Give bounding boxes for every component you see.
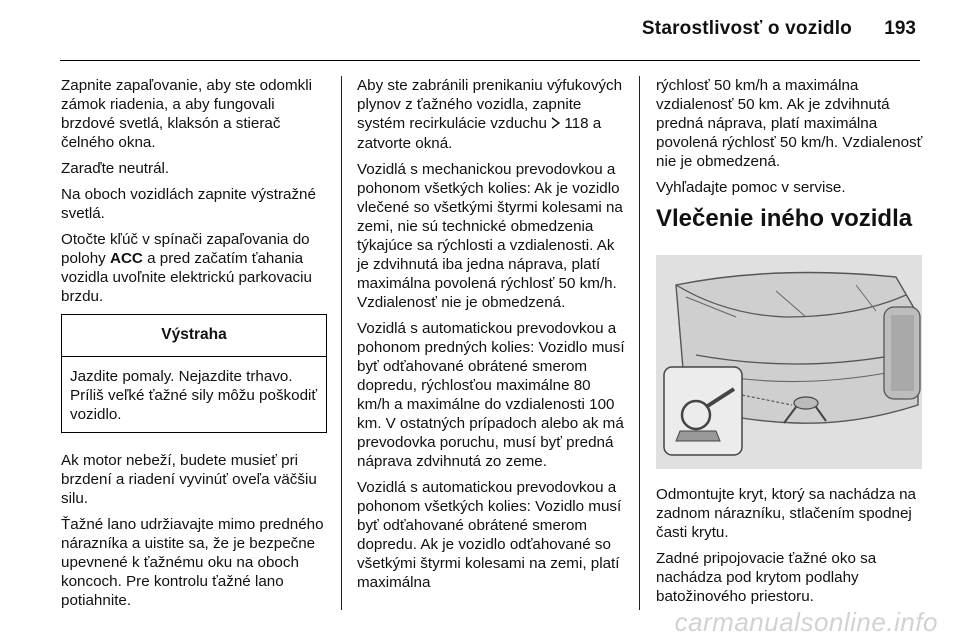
paragraph: Odmontujte kryt, ktorý sa nachádza na zadnom nárazníku, stlačením spodnej časti krytu. [656,486,917,541]
paragraph-reference [357,76,627,153]
paragraph: Zaraďte neutrál. [61,160,170,177]
page-reference-arrow-icon [551,115,560,134]
acc-label: ACC [109,250,143,267]
paragraph-acc [61,230,327,306]
paragraph: Vyhľadajte pomoc v servise. [656,179,846,196]
column-2 [357,76,627,599]
paragraph: Na oboch vozidlách zapnite výstražné svetlá. [61,186,316,222]
text: Aby ste zabránili prenikaniu výfukových plynov z ťažného vozidla, zapnite systém recirkulácie vzduchu [357,77,623,132]
text: 118 a zatvorte okná. [357,115,602,152]
text: a pred začatím ťahania vozidla uvoľnite elektrickú parkovaciu brzdu. [61,250,312,305]
paragraph: rýchlosť 50 km/h a maximálna vzdialenosť 50 km. Ak je zdvihnutá predná náprava, platí maximálna povolená rýchlosť 50 km/h. Vzdialenosť nie je obmedzená. [656,77,923,170]
text: Otočte kľúč v spínači zapaľovania do polohy [61,231,310,267]
column-divider-2 [639,76,640,610]
paragraph: Ťažné lano udržiavajte mimo predného nárazníka a uistite sa, že je bezpečne upevnené k ťažnému oku na oboch koncoch. Pre kontrolu ťažné lano potiahnite. [61,516,324,609]
page-header-title: Starostlivosť o vozidlo [641,18,852,39]
column-divider-1 [341,76,342,610]
rear-towing-eye-illustration [656,255,922,469]
paragraph: Zapnite zapaľovanie, aby ste odomkli zámok riadenia, a aby fungovali brzdové svetlá, klaksón a stierač čelného okna. [61,77,312,151]
section-title: Vlečenie iného vozidla [656,205,913,232]
warning-title: Výstraha [62,315,326,357]
column-3 [656,76,924,613]
paragraph: Vozidlá s mechanickou prevodovkou a pohonom všetkých kolies: Ak je vozidlo vlečené so všetkými štyrmi kolesami na zemi, nie sú technické obmedzenia týkajúce sa rýchlosti a vzdialenosti. Ak je zdvihnutá iba jedna náprava, platí maximálna povolená rýchlosť 50 km/h. Vzdialenosť nie je obmedzená. [357,161,623,311]
warning-text: Jazdite pomaly. Nejazdite trhavo. Príliš veľké ťažné sily môžu poškodiť vozidlo. [70,368,318,423]
paragraph: Ak motor nebeží, budete musieť pri brzdení a riadení vyvinúť oveľa väčšiu silu. [61,452,317,507]
paragraph: Vozidlá s automatickou prevodovkou a pohonom všetkých kolies: Vozidlo musí byť odťahované obrátené smerom dopredu. Ak je vozidlo odťahované so všetkými štyrmi kolesami na zemi, platí maximálna [357,479,622,591]
column-1 [61,76,327,617]
warning-box [61,314,327,433]
paragraph: Vozidlá s automatickou prevodovkou a pohonom predných kolies: Vozidlo musí byť odťahované obrátené smerom dopredu, rýchlosťou maximálne 80 km/h a maximálne do vzdialenosti 100 km. V ostatných prípadoch alebo ak má prevodovka poruchu, musí byť predná náprava zdvihnutá zo zeme. [357,320,625,470]
page-number: 193 [884,18,916,39]
watermark: carmanualsonline.info [674,607,938,637]
header-rule [60,60,920,61]
paragraph: Zadné pripojovacie ťažné oko sa nachádza pod krytom podlahy batožinového priestoru. [656,550,877,605]
